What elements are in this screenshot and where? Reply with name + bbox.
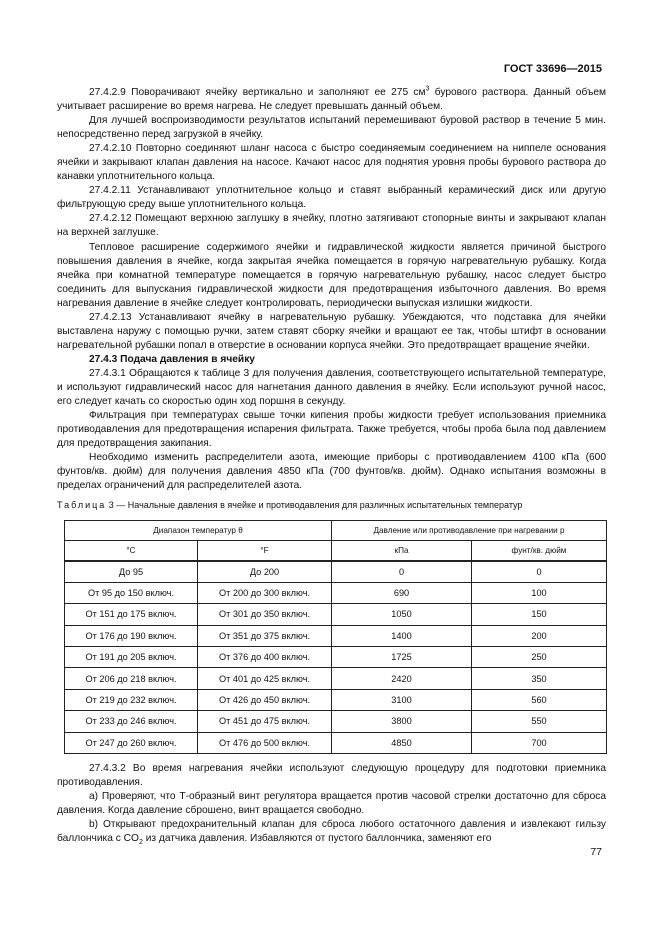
unit-fahrenheit: °F	[198, 541, 332, 561]
paragraph-27-4-2-12: 27.4.2.12 Помещают верхнюю заглушку в ячейку, плотно затягивают стопорные винты и закрывают клапан на верхней заглушке.	[57, 213, 606, 239]
table-row: До 95 До 200 0 0	[65, 561, 607, 582]
document-code: ГОСТ 33696—2015	[503, 63, 602, 75]
table-row: От 206 до 218 включ. От 401 до 425 включ. 2420 350	[65, 668, 607, 689]
paragraph-filtration: Фильтрация при температурах свыше точки кипения пробы жидкости требует использования приемника противодавления для предотвращения испарения фильтрата. Также требуется, чтобы проба была под давлением для предотвращения закипания.	[57, 410, 606, 450]
paragraph-nitrogen: Необходимо изменить распределители азота, имеющие приборы с противодавлением 4100 кПа (600 фунтов/кв. дюйм) для получения давления 4850 кПа (700 фунтов/кв. дюйм). Однако испытания возможны в пределах ограничений для распределителей азота.	[57, 452, 606, 492]
paragraph-27-4-3-1: 27.4.3.1 Обращаются к таблице 3 для получения давления, соответствующего испытательной температуре, и используют гидравлический насос для нагнетания данного давления в ячейку. Если используют ручной насос, его следует качать со скоростью один ход поршня в секунду.	[57, 367, 606, 408]
page-content	[57, 86, 606, 846]
table-row: От 191 до 205 включ. От 376 до 400 включ. 1725 250	[65, 646, 607, 667]
unit-celsius: °C	[65, 541, 198, 561]
paragraph-mixing: Для лучшей воспроизводимости результатов испытаний перемешивают буровой раствор в течение 5 мин. непосредственно перед загрузкой в ячейку.	[57, 115, 606, 141]
paragraph-27-4-2-11: 27.4.2.11 Устанавливают уплотнительное кольцо и ставят выбранный керамический диск или другую фильтрующую среду выше уплотнительного кольца.	[57, 185, 606, 211]
section-heading: 27.4.3 Подача давления в ячейку	[89, 353, 255, 365]
table-caption: Таблица 3 — Начальные давления в ячейке и противодавления для различных испытательных температур	[57, 500, 523, 511]
table-row: От 176 до 190 включ. От 351 до 375 включ. 1400 200	[65, 625, 607, 646]
header-pressure: Давление или противодавление при нагревании p	[332, 521, 607, 541]
unit-psi: фунт/кв. дюйм	[472, 541, 607, 561]
paragraph-item-b: b) Открывают предохранительный клапан для сброса любого остаточного давления и извлекают гильзу баллончика с $CO_2$ из датчика давления. Избавляются от пустого баллончика, заменяют его	[57, 819, 606, 847]
page-number: 77	[590, 846, 602, 858]
unit-kpa: кПа	[332, 541, 472, 561]
pressure-table	[64, 520, 607, 754]
table-row: От 247 до 260 включ. От 476 до 500 включ. 4850 700	[65, 732, 607, 753]
paragraph-27-4-2-13: 27.4.2.13 Устанавливают ячейку в нагревательную рубашку. Убеждаются, что подставка для ячейки выставлена наружу с помощью ручки, затем ставят сборку ячейки и вращают ее так, чтобы штифт в основании нагревательной рубашки попал в отверстие в основании корпуса ячейки. Это предотвращает вращение ячейки.	[57, 311, 606, 351]
paragraph-27-4-3-2: 27.4.3.2 Во время нагревания ячейки используют следующую процедуру для подготовки приемника противодавления.	[57, 762, 606, 788]
table-row: От 151 до 175 включ. От 301 до 350 включ. 1050 150	[65, 604, 607, 625]
paragraph-item-a: а) Проверяют, что Т-образный винт регулятора вращается против часовой стрелки достаточно для сброса давления. Когда давление сброшено, винт вращается свободно.	[57, 791, 606, 817]
paragraph-thermal-expansion: Тепловое расширение содержимого ячейки и гидравлической жидкости является причиной быстрого повышения давления в ячейке, когда закрытая ячейка помещается в горячую нагревательную рубашку. Когда ячейка при комнатной температуре помещается в горячую нагревательную рубашку, насос следует быстро соединить для выпускания гидравлической жидкости для предотвращения избыточного давления. Во время нагревания давление в ячейке следует контролировать, периодически выпуская излишки жидкости.	[57, 241, 606, 309]
table-row: От 233 до 246 включ. От 451 до 475 включ. 3800 550	[65, 711, 607, 732]
paragraph-27-4-2-10: 27.4.2.10 Повторно соединяют шланг насоса с быстро соединяемым соединением на ниппеле основания ячейки и закрывают клапан давления на насосе. Качают насос для поднятия уровня пробы бурового раствора до канавки уплотнительного кольца.	[57, 143, 606, 183]
table-row: От 95 до 150 включ. От 200 до 300 включ. 690 100	[65, 582, 607, 603]
paragraph-27-4-2-9: 27.4.2.9 Поворачивают ячейку вертикально и заполняют ее 275 $см^3$ бурового раствора. Данный объем учитывает расширение во время нагрева. Не следует превышать данный объем.	[57, 85, 606, 113]
header-temperature-range: Диапазон температур θ	[65, 521, 332, 541]
table-row: От 219 до 232 включ. От 426 до 450 включ. 3100 560	[65, 689, 607, 710]
